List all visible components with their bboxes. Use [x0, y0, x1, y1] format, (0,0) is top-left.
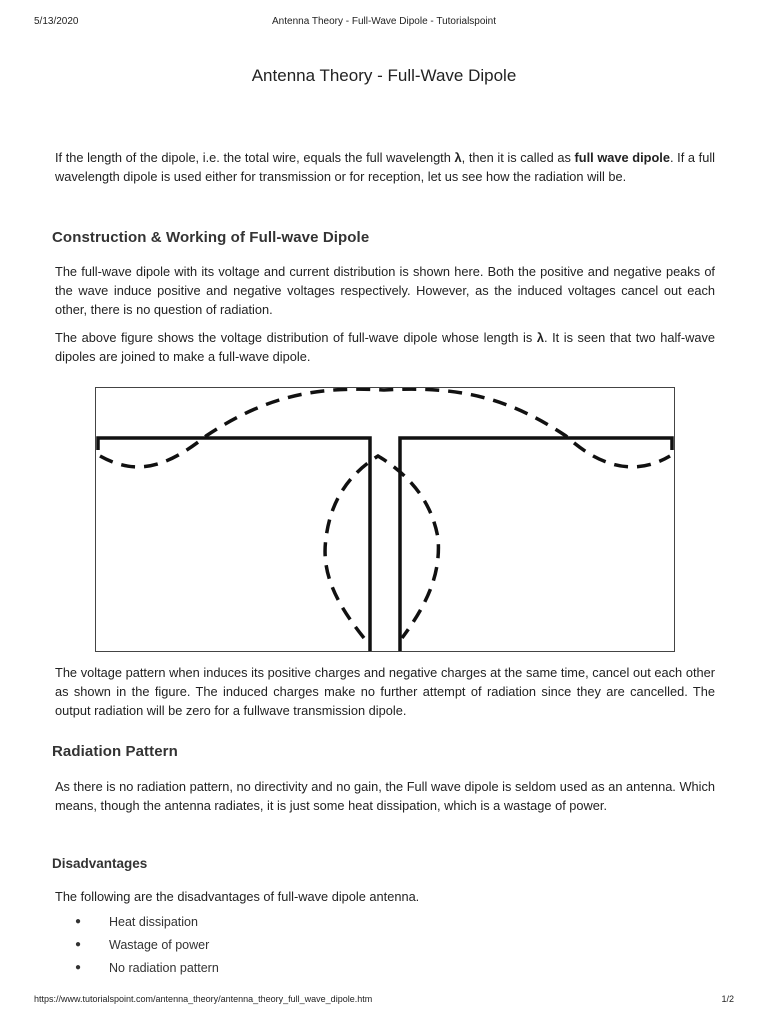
construction-heading: Construction & Working of Full-wave Dipole — [52, 229, 370, 246]
left-dipole-arm — [98, 438, 370, 651]
right-dipole-arm — [400, 438, 672, 651]
radiation-pattern-paragraph: As there is no radiation pattern, no directivity and no gain, the Full wave dipole is seldom used as an antenna. Which means, though the antenna radiates, it is just some heat dissipation, which is a wastage of power. — [55, 779, 715, 813]
article-title: Antenna Theory - Full-Wave Dipole — [251, 66, 517, 85]
list-item: ● No radiation pattern — [55, 958, 219, 981]
bullet-icon: ● — [75, 962, 82, 973]
radiation-pattern-heading: Radiation Pattern — [52, 743, 178, 760]
bullet-icon: ● — [75, 916, 82, 927]
disadvantages-intro: The following are the disadvantages of full-wave dipole antenna. — [55, 889, 420, 904]
dipole-voltage-distribution-svg — [96, 388, 674, 651]
print-page-title: Antenna Theory - Full-Wave Dipole - Tutorialspoint — [272, 16, 496, 27]
bullet-icon: ● — [75, 939, 82, 950]
voltage-curve-feed-lobe — [325, 456, 438, 638]
disadvantages-list — [55, 912, 219, 981]
full-wave-dipole-diagram — [95, 387, 675, 652]
intro-paragraph: If the length of the dipole, i.e. the total wire, equals the full wavelength λ, then it is called as full wave dipole. If a full wavelength dipole is used either for transmission or for reception, let us see how the radiation will be. — [55, 150, 715, 184]
construction-paragraph: The full-wave dipole with its voltage and current distribution is shown here. Both the positive and negative peaks of the wave induce positive and negative voltages respectively. However, as the induced voltages cancel out each other, there is no question of radiation. — [55, 264, 715, 317]
figure-description-paragraph: The above figure shows the voltage distribution of full-wave dipole whose length is λ. It is seen that two half-wave dipoles are joined to make a full-wave dipole. — [55, 330, 715, 364]
disadvantages-heading: Disadvantages — [52, 856, 148, 871]
print-date: 5/13/2020 — [34, 16, 79, 27]
footer-url: https://www.tutorialspoint.com/antenna_theory/antenna_theory_full_wave_dipole.htm — [34, 994, 373, 1004]
list-item: ● Heat dissipation — [55, 912, 219, 935]
footer-page-number: 1/2 — [721, 994, 734, 1004]
voltage-curve-top — [100, 389, 670, 467]
list-item: ● Wastage of power — [55, 935, 219, 958]
voltage-pattern-paragraph: The voltage pattern when induces its positive charges and negative charges at the same time, cancel out each other as shown in the figure. The induced charges make no further attempt of radiation since they are cancelled. The output radiation will be zero for a fullwave transmission dipole. — [55, 665, 715, 718]
